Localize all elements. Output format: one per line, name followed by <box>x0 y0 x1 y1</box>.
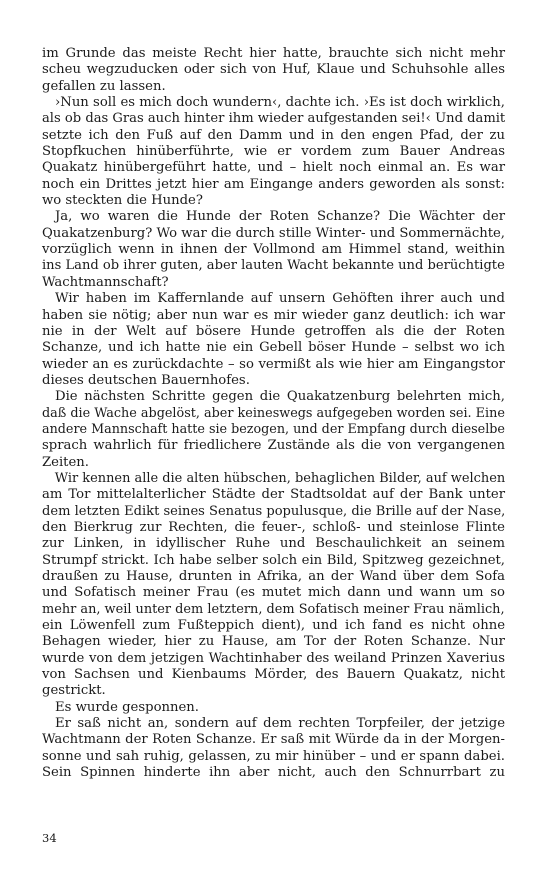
text-line: von Sachsen und Kienbaums Mörder, des Bauern Quakatz, nicht <box>42 667 505 683</box>
text-line: Wachtmannschaft? <box>42 274 169 290</box>
text-line: als ob das Gras auch hinter ihm wieder aufgestanden sei!‹ Und damit <box>42 111 506 127</box>
text-line: Wir kennen alle die alten hübschen, behaglichen Bilder, auf welchen <box>54 470 506 486</box>
text-line: sprach wahrlich für friedlichere Zustände als die von vergangenen <box>42 438 505 454</box>
text-line: setzte ich den Fuß auf den Damm und in den engen Pfad, der zu <box>42 127 505 143</box>
page-number: 34 <box>42 831 57 845</box>
text-line: zur Linken, in idyllischer Ruhe und Beschaulichkeit an seinem <box>42 536 505 552</box>
text-line: wo steckten die Hunde? <box>42 193 203 209</box>
text-line: haben sie nötig; aber nun war es mir wieder ganz deutlich: ich war <box>42 307 505 323</box>
text-line: mehr an, weil unter dem letztern, dem Sofatisch meiner Frau nämlich, <box>42 601 505 617</box>
text-line: Er saß nicht an, sondern auf dem rechten Torpfeiler, der jetzige <box>55 716 505 732</box>
text-line: daß die Wache abgelöst, aber keineswegs aufgegeben worden sei. Eine <box>42 405 505 421</box>
text-line: den Bierkrug zur Rechten, die feuer-, schloß- und steinlose Flinte <box>42 519 505 535</box>
text-line: Sein Spinnen hinderte ihn aber nicht, auch den Schnurrbart zu <box>42 765 505 781</box>
text-line: noch ein Drittes jetzt hier am Eingange anders geworden als sonst: <box>42 176 505 192</box>
text-line: wieder an es zurückdachte – so vermißt als wie hier am Eingangstor <box>42 356 505 372</box>
text-line: gefallen zu lassen. <box>42 78 166 94</box>
text-line: Es wurde gesponnen. <box>55 699 199 715</box>
text-line: vorzüglich wenn in ihnen der Vollmond am Himmel stand, weithin <box>42 242 505 258</box>
text-line: Stopfkuchen hinüberführte, wie er vordem zum Bauer Andreas <box>42 144 505 160</box>
text-line: Quakatzenburg? Wo war die durch stille Winter- und Sommernächte, <box>42 225 505 241</box>
text-line: dieses deutschen Bauernhofes. <box>42 372 250 388</box>
text-line: sonne und sah ruhig, gelassen, zu mir hinüber – und er spann dabei. <box>42 748 505 764</box>
text-line: draußen zu Hause, drunten in Afrika, an der Wand über dem Sofa <box>42 569 505 584</box>
text-line: ein Löwenfell zum Fußteppich dient), und ich fand es nicht ohne <box>42 618 505 634</box>
text-line: nie in der Welt auf bösere Hunde getroffen als die der Roten <box>42 323 505 339</box>
text-line: Schanze, und ich hatte nie ein Gebell böser Hunde – selbst wo ich <box>42 340 505 356</box>
text-line: dem letzten Edikt seines Senatus populusque, die Brille auf der Nase, <box>42 503 506 519</box>
text-line: Wachtmann der Roten Schanze. Er saß mit Würde da in der Morgen- <box>42 732 505 748</box>
text-line: ins Land ob ihrer guten, aber lauten Wacht bekannte und berüchtigte <box>42 258 505 274</box>
text-line: scheu wegzuducken oder sich von Huf, Klaue und Schuhsohle alles <box>42 62 505 78</box>
text-line: im Grunde das meiste Recht hier hatte, brauchte sich nicht mehr <box>42 46 505 61</box>
text-line: Strumpf strickt. Ich habe selber solch ein Bild, Spitzweg gezeichnet, <box>42 552 505 568</box>
text-line: Wir haben im Kaffernlande auf unsern Gehöften ihrer auch und <box>55 291 505 307</box>
text-line: Ja, wo waren die Hunde der Roten Schanze? Die Wächter der <box>55 209 505 225</box>
text-line: und Sofatisch meiner Frau (es mutet mich dann und wann um so <box>42 585 505 601</box>
text-line: andere Mannschaft hatte sie bezogen, und der Empfang durch dieselbe <box>42 421 505 437</box>
text-line: Die nächsten Schritte gegen die Quakatzenburg belehrten mich, <box>55 389 505 405</box>
text-line: wurde von dem jetzigen Wachtinhaber des weiland Prinzen Xaverius <box>42 650 505 666</box>
text-line: Zeiten. <box>42 454 89 470</box>
text-line: gestrickt. <box>42 683 106 699</box>
book-page-text <box>42 46 505 781</box>
text-line: Behagen wieder, hier zu Hause, am Tor der Roten Schanze. Nur <box>42 634 505 650</box>
text-line: Quakatz hinübergeführt hatte, und – hielt noch einmal an. Es war <box>42 160 505 176</box>
text-line: am Tor mittelalterlicher Städte der Stadtsoldat auf der Bank unter <box>42 487 505 503</box>
text-line: ›Nun soll es mich doch wundern‹, dachte ich. ›Es ist doch wirklich, <box>55 95 505 111</box>
